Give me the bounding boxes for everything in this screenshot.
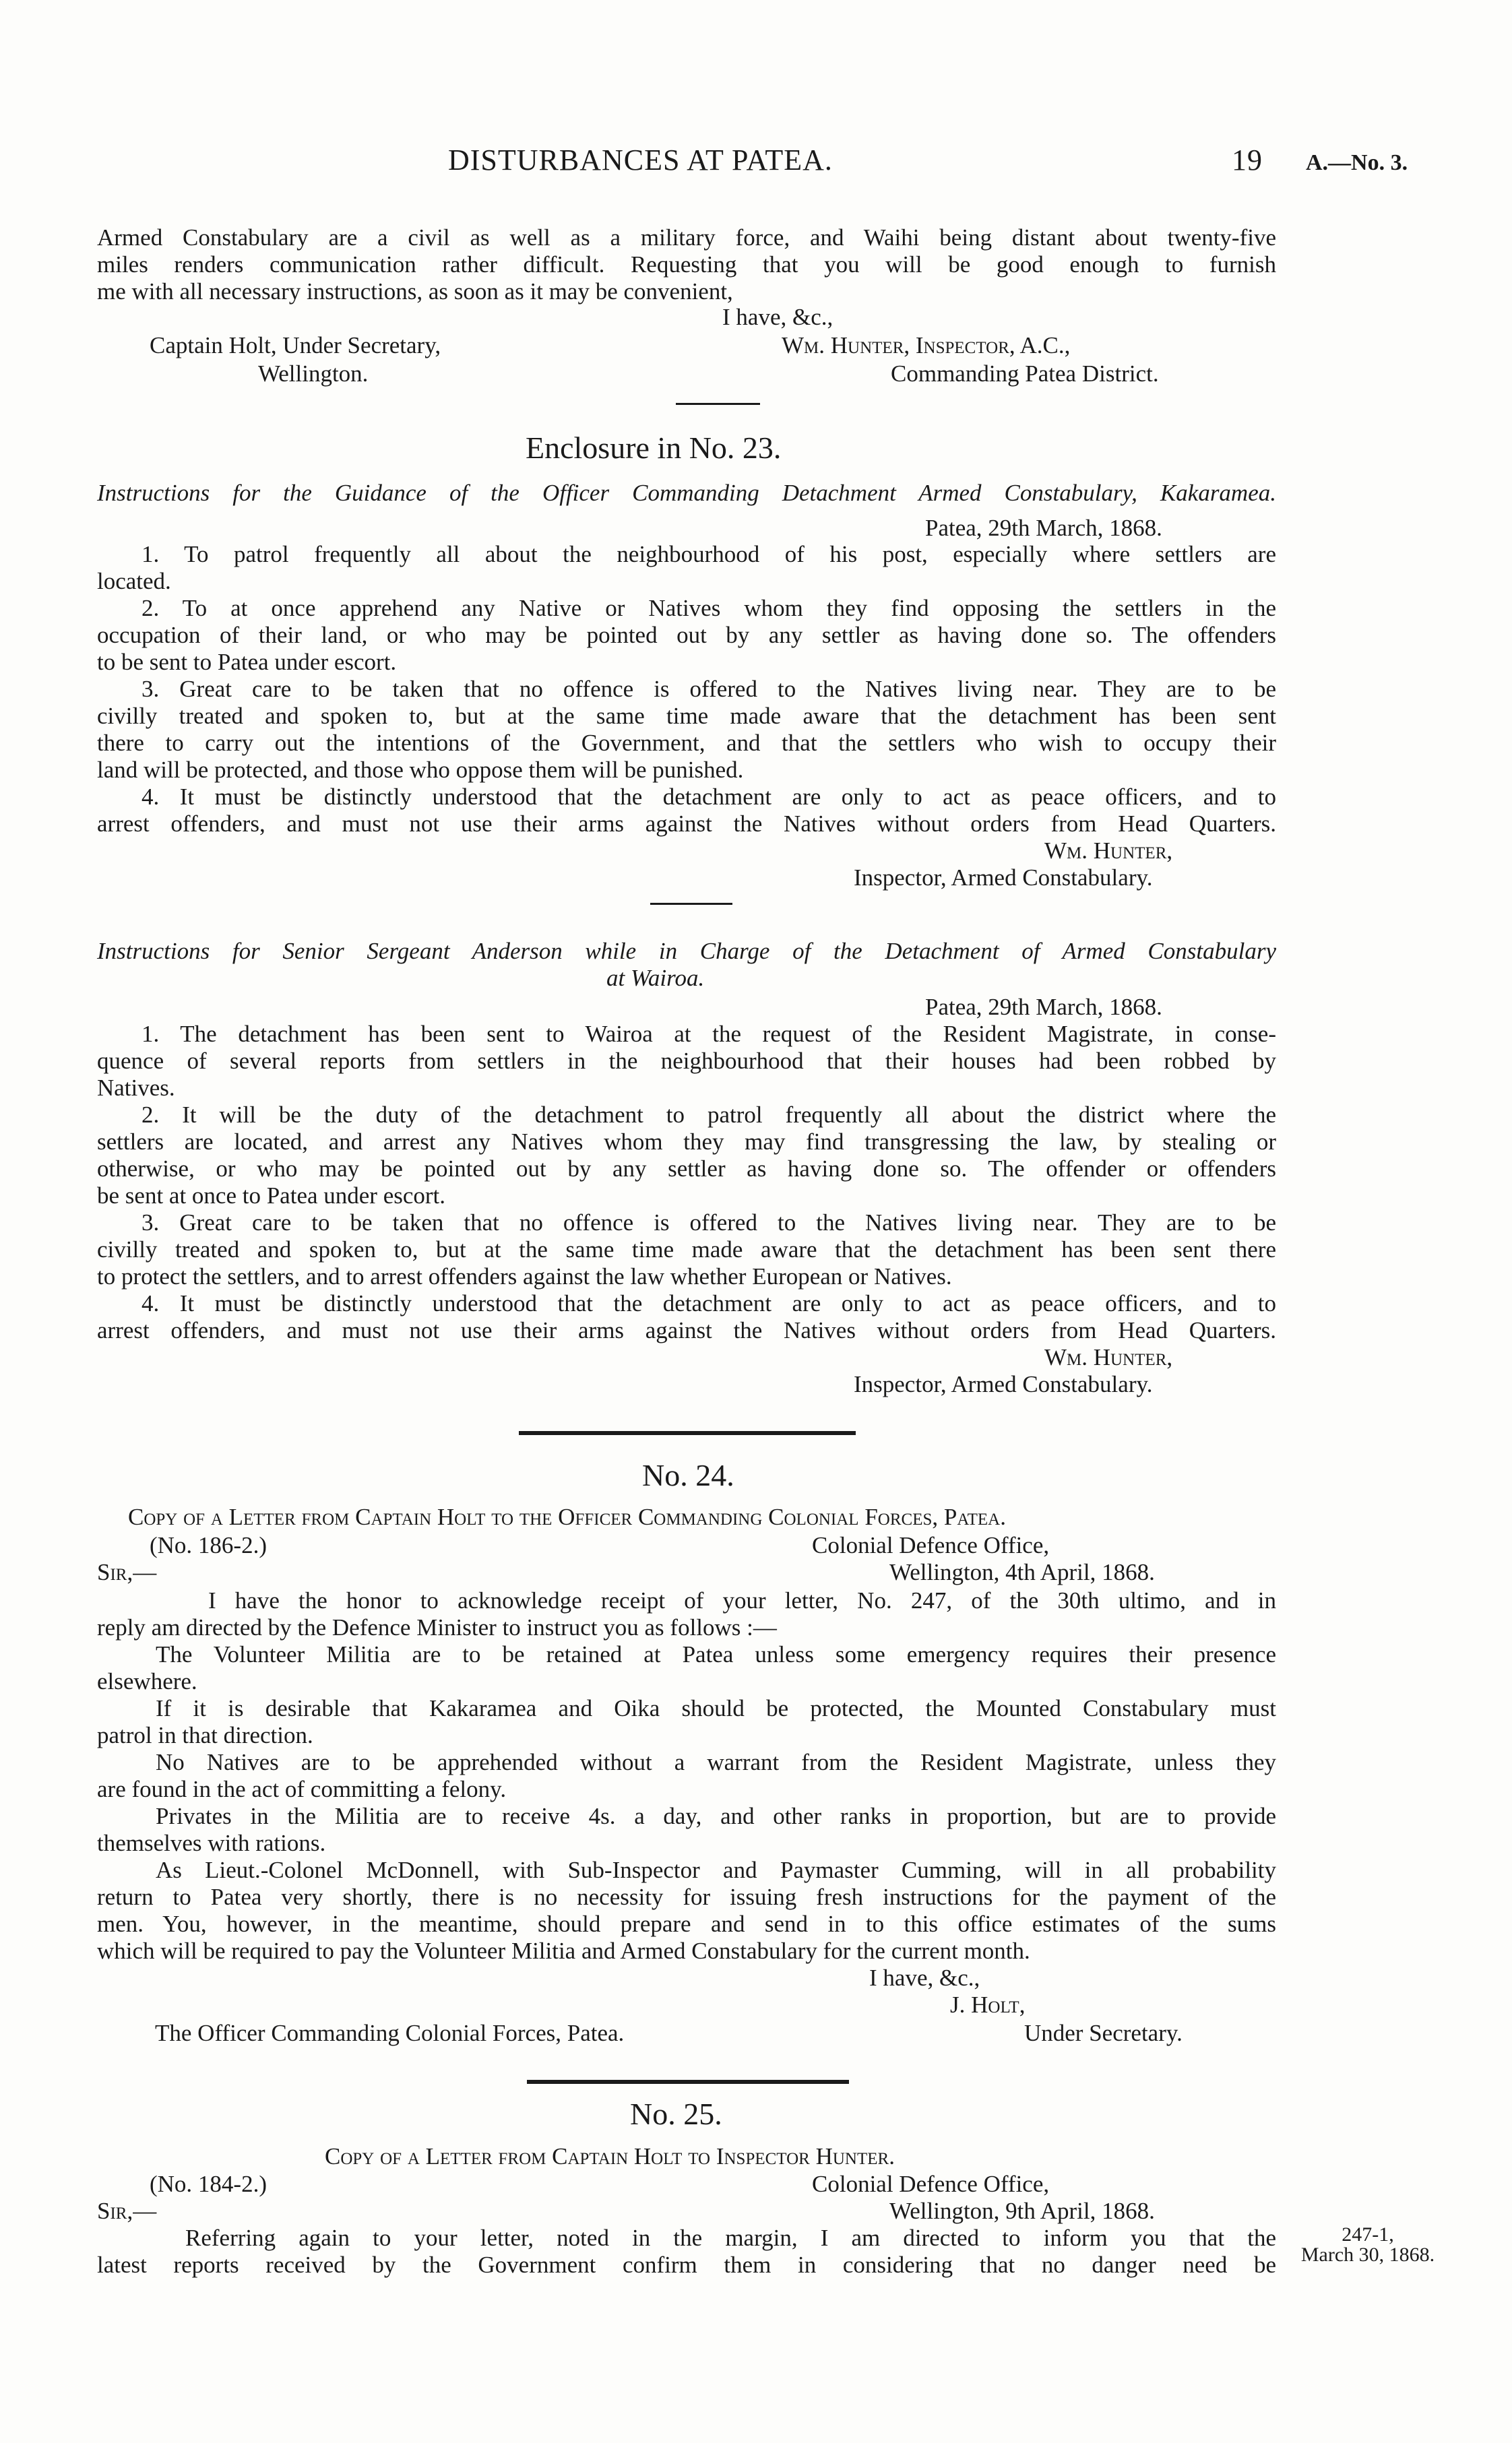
text-line: 4. It must be distinctly understood that the detachment are only to act as peace officers, and to xyxy=(141,1290,1276,1316)
text-line: civilly treated and spoken to, but at the same time made aware that the detachment has been sent there xyxy=(97,1236,1276,1263)
text-line: No Natives are to be apprehended without a warrant from the Resident Magistrate, unless they xyxy=(156,1749,1276,1775)
letter-subtitle-text: Copy of a Letter from Captain Holt to Inspector Hunter. xyxy=(325,2143,895,2169)
wairoa-subtitle: Instructions for Senior Sergeant Anderson while in Charge of the Detachment of Armed Constabulary xyxy=(97,938,1276,964)
text-line: to be sent to Patea under escort. xyxy=(97,649,397,675)
signature: Wm. Hunter, xyxy=(1044,837,1173,864)
text-line: 3. Great care to be taken that no offence is offered to the Natives living near. They are to be xyxy=(141,1209,1276,1236)
text-line: land will be protected, and those who oppose them will be punished. xyxy=(97,757,744,783)
enclosure-subtitle: Instructions for the Guidance of the Officer Commanding Detachment Armed Constabulary, Kakaramea. xyxy=(97,480,1276,506)
letter-office: Colonial Defence Office, xyxy=(812,1532,1050,1558)
text-line: The Volunteer Militia are to be retained at Patea unless some emergency requires their presence xyxy=(156,1641,1276,1668)
text-line: miles renders communication rather difficult. Requesting that you will be good enough to furnish xyxy=(97,251,1276,278)
margin-note xyxy=(1284,2225,1452,2265)
salutation: Sir,— xyxy=(97,2198,157,2224)
text-line: 3. Great care to be taken that no offence is offered to the Natives living near. They are to be xyxy=(141,676,1276,702)
enclosure-date: Patea, 29th March, 1868. xyxy=(925,515,1162,541)
text-line: return to Patea very shortly, there is no necessity for issuing fresh instructions for the payment of the xyxy=(97,1884,1276,1910)
section-divider-thick xyxy=(527,2080,849,2084)
letter-heading: No. 24. xyxy=(642,1458,734,1492)
closing: I have, &c., xyxy=(869,1965,980,1991)
text-line: reply am directed by the Defence Minister to instruct you as follows :— xyxy=(97,1614,777,1641)
text-line: If it is desirable that Kakaramea and Oika should be protected, the Mounted Constabulary must xyxy=(156,1695,1276,1721)
signature-title: Inspector, Armed Constabulary. xyxy=(854,864,1153,891)
text-line: arrest offenders, and must not use their arms against the Natives without orders from Head Quarters. xyxy=(97,1317,1276,1343)
page-number: 19 xyxy=(1232,144,1263,177)
text-line: are found in the act of committing a felony. xyxy=(97,1776,507,1802)
text-line: 4. It must be distinctly understood that the detachment are only to act as peace officers, and to xyxy=(141,784,1276,810)
text-line: 1. The detachment has been sent to Wairoa at the request of the Resident Magistrate, in conse- xyxy=(141,1021,1276,1047)
text-line: 1. To patrol frequently all about the neighbourhood of his post, especially where settlers are xyxy=(141,541,1276,567)
letter-subtitle: Copy of a Letter from Captain Holt to the Officer Commanding Colonial Forces, Patea. xyxy=(128,1504,1006,1530)
section-divider xyxy=(676,403,760,405)
text-line: civilly treated and spoken to, but at the same time made aware that the detachment has been sent xyxy=(97,703,1276,729)
signature-title: Inspector, Armed Constabulary. xyxy=(854,1371,1153,1397)
text-line: patrol in that direction. xyxy=(97,1722,313,1748)
letter-heading: No. 25. xyxy=(630,2097,722,2131)
addressee-name: Captain Holt, Under Secretary, xyxy=(150,332,441,358)
text-line: quence of several reports from settlers in the neighbourhood that their houses had been robbed by xyxy=(97,1048,1276,1074)
text-line: otherwise, or who may be pointed out by any settler as having done so. The offender or offenders xyxy=(97,1155,1276,1182)
signature: Wm. Hunter, xyxy=(1044,1344,1173,1370)
text-line: men. You, however, in the meantime, should prepare and send in to this office estimates of the sums xyxy=(97,1911,1276,1937)
text-line: Natives. xyxy=(97,1075,175,1101)
wairoa-subtitle-location: at Wairoa. xyxy=(606,965,705,991)
text-line: I have the honor to acknowledge receipt of your letter, No. 247, of the 30th ultimo, and in xyxy=(208,1587,1276,1614)
text-line: latest reports received by the Government confirm them in considering that no danger need be xyxy=(97,2252,1276,2278)
text-line: 2. It will be the duty of the detachment to patrol frequently all about the district where the xyxy=(141,1102,1276,1128)
text-line: 2. To at once apprehend any Native or Natives whom they find opposing the settlers in the xyxy=(141,595,1276,621)
text-line: Armed Constabulary are a civil as well as a military force, and Waihi being distant about twenty-five xyxy=(97,224,1276,251)
text-line: which will be required to pay the Volunteer Militia and Armed Constabulary for the current month. xyxy=(97,1938,1030,1964)
addressee: The Officer Commanding Colonial Forces, Patea. xyxy=(155,2020,625,2046)
signature: J. Holt, xyxy=(950,1992,1026,2018)
letter-subtitle xyxy=(325,2143,895,2170)
text-line: Privates in the Militia are to receive 4s. a day, and other ranks in proportion, but are to provide xyxy=(156,1803,1276,1829)
letter-office: Colonial Defence Office, xyxy=(812,2171,1050,2197)
text-line: located. xyxy=(97,568,171,594)
salutation: Sir,— xyxy=(97,1559,157,1585)
text-line: arrest offenders, and must not use their arms against the Natives without orders from Head Quarters. xyxy=(97,811,1276,837)
signature: Wm. Hunter, Inspector, A.C., xyxy=(782,332,1071,358)
addressee-place: Wellington. xyxy=(258,360,369,387)
margin-note-ref: 247-1, xyxy=(1342,2223,1394,2246)
section-divider xyxy=(650,903,732,905)
text-line: there to carry out the intentions of the Government, and that the settlers who wish to occupy their xyxy=(97,730,1276,756)
margin-note-date: March 30, 1868. xyxy=(1300,2244,1435,2266)
enclosure-heading: Enclosure in No. 23. xyxy=(526,431,782,465)
text-line: themselves with rations. xyxy=(97,1830,326,1856)
text-line: As Lieut.-Colonel McDonnell, with Sub-Inspector and Paymaster Cumming, will in all probability xyxy=(156,1857,1276,1883)
text-line: settlers are located, and arrest any Natives whom they may find transgressing the law, by stealing or xyxy=(97,1129,1276,1155)
text-line: me with all necessary instructions, as soon as it may be convenient, xyxy=(97,278,733,305)
wairoa-date: Patea, 29th March, 1868. xyxy=(925,994,1162,1020)
letter-date: Wellington, 9th April, 1868. xyxy=(889,2198,1155,2224)
closing: I have, &c., xyxy=(722,304,833,330)
letter-ref: (No. 184-2.) xyxy=(150,2171,267,2197)
section-divider-thick xyxy=(519,1431,856,1435)
series-label: A.—No. 3. xyxy=(1306,150,1408,175)
letter-ref: (No. 186-2.) xyxy=(150,1532,267,1558)
text-line: occupation of their land, or who may be pointed out by any settler as having done so. The offenders xyxy=(97,622,1276,648)
text-line: Referring again to your letter, noted in the margin, I am directed to inform you that the xyxy=(185,2225,1276,2251)
letter-date: Wellington, 4th April, 1868. xyxy=(889,1559,1155,1585)
text-line: elsewhere. xyxy=(97,1668,197,1694)
signature-title: Commanding Patea District. xyxy=(891,360,1159,387)
page-title: DISTURBANCES AT PATEA. xyxy=(448,144,833,177)
text-line: be sent at once to Patea under escort. xyxy=(97,1182,446,1209)
signature-title: Under Secretary. xyxy=(1024,2020,1183,2046)
text-line: to protect the settlers, and to arrest offenders against the law whether European or Natives. xyxy=(97,1263,952,1290)
